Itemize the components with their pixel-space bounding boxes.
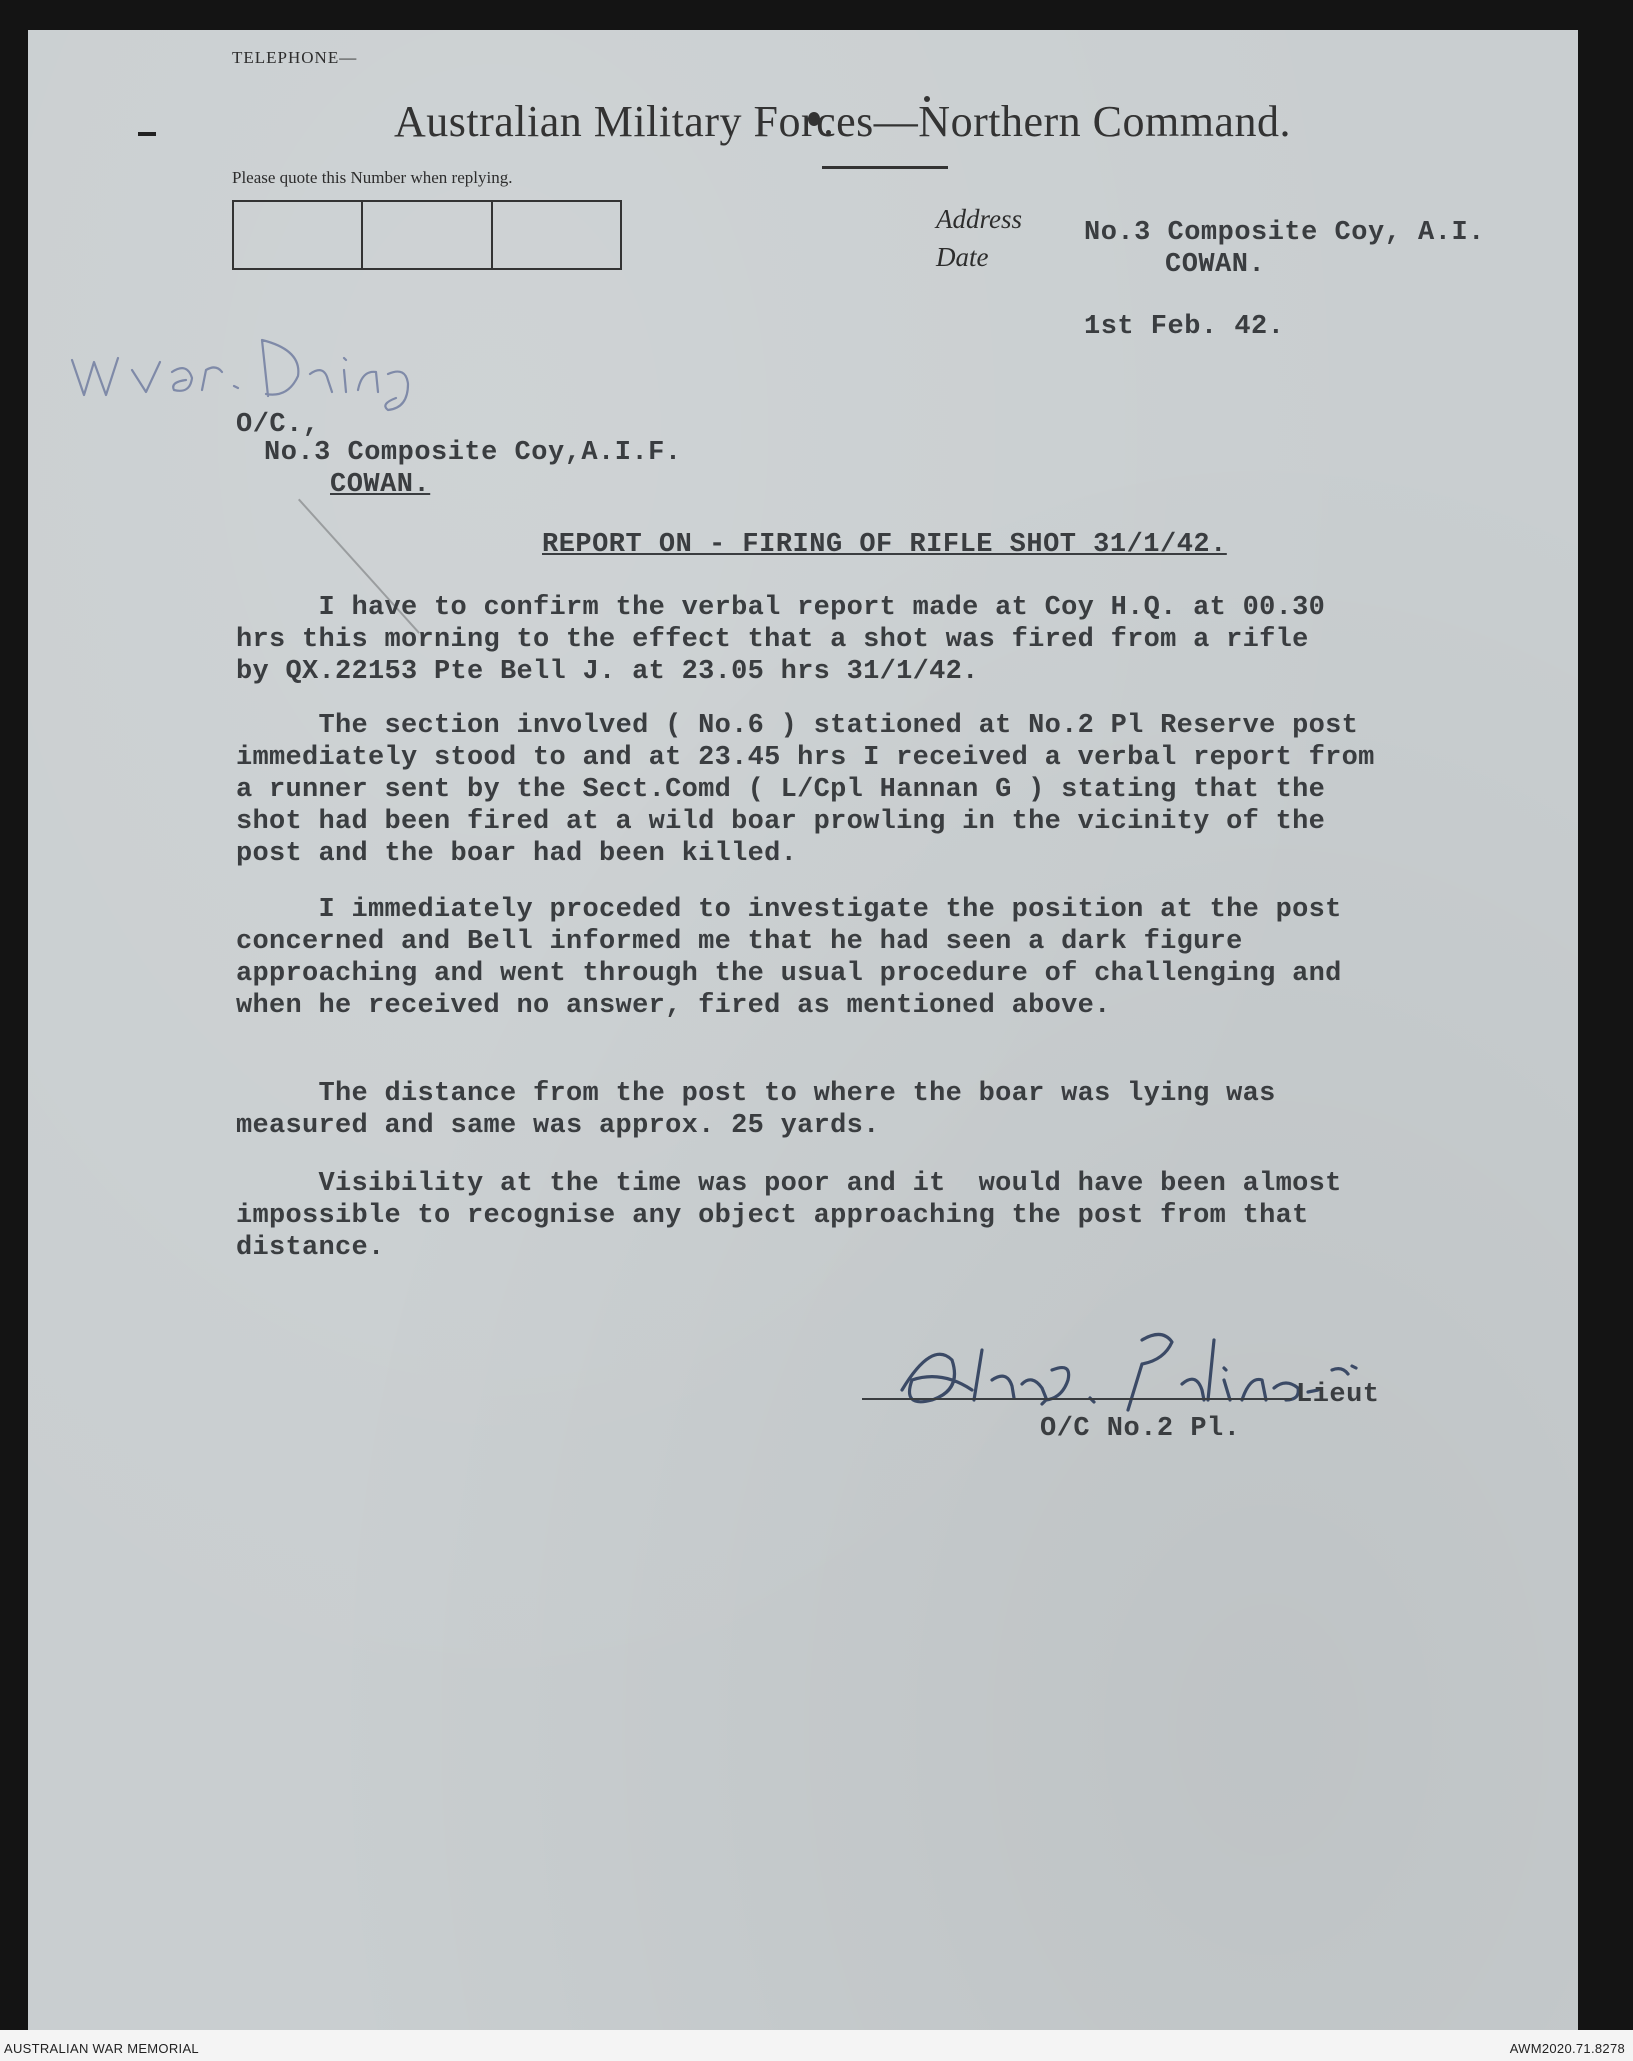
letterhead-title: Australian Military Forces—Northern Command. [394, 97, 1291, 146]
ink-mark [138, 132, 156, 136]
signatory-rank: Lieut [1296, 1380, 1380, 1410]
recipient-line-3: COWAN. [330, 470, 431, 500]
address-line-2: COWAN. [1165, 250, 1266, 280]
recipient-line-2: No.3 Composite Coy,A.I.F. [264, 438, 682, 468]
archive-accession-number: AWM2020.71.8278 [1509, 2041, 1625, 2056]
recipient-line-1: O/C., [236, 410, 320, 440]
body-paragraph-4: The distance from the post to where the boar was lying was measured and same was approx. 25 yards. [236, 1079, 1276, 1141]
quote-number-label: Please quote this Number when replying. [232, 168, 513, 187]
letterhead-rule [822, 166, 948, 169]
archive-name: AUSTRALIAN WAR MEMORIAL [4, 2041, 199, 2056]
address-line-1: No.3 Composite Coy, A.I. [1084, 218, 1485, 248]
reference-cell [493, 202, 620, 268]
body-paragraph-1: I have to confirm the verbal report made at Coy H.Q. at 00.30 hrs this morning to the effect that a shot was fired from a rifle by QX.22153 Pte Bell J. at 23.05 hrs 31/1/42. [236, 593, 1326, 687]
signature-line [862, 1398, 1292, 1400]
signatory-title: O/C No.2 Pl. [1040, 1414, 1241, 1444]
body-paragraph-3: I immediately proceded to investigate the position at the post concerned and Bell informed me that he had seen a dark figure approaching and went through the usual procedure of challenging and when he received no answer, fired as mentioned above. [236, 895, 1342, 1021]
address-date-labels [936, 200, 1022, 276]
reference-cell [234, 202, 363, 268]
telephone-label: TELEPHONE— [232, 48, 358, 67]
body-paragraph-2: The section involved ( No.6 ) stationed at No.2 Pl Reserve post immediately stood to and at 23.45 hrs I received a verbal report from a runner sent by the Sect.Comd ( L/Cpl Hannan G ) stating that the shot had been fired at a wild boar prowling in the vicinity of the post and the boar had been killed. [236, 711, 1375, 869]
pencil-annotation-war-diary [62, 300, 422, 420]
report-subject: REPORT ON - FIRING OF RIFLE SHOT 31/1/42. [542, 530, 1227, 560]
reference-number-box [232, 200, 622, 270]
body-paragraph-5: Visibility at the time was poor and it would have been almost impossible to recognise any object approaching the post from that distance. [236, 1169, 1342, 1263]
date-value: 1st Feb. 42. [1084, 312, 1285, 342]
date-label: Date [936, 242, 989, 272]
archive-footer [0, 2030, 1633, 2061]
address-label: Address [936, 204, 1022, 234]
reference-cell [363, 202, 492, 268]
